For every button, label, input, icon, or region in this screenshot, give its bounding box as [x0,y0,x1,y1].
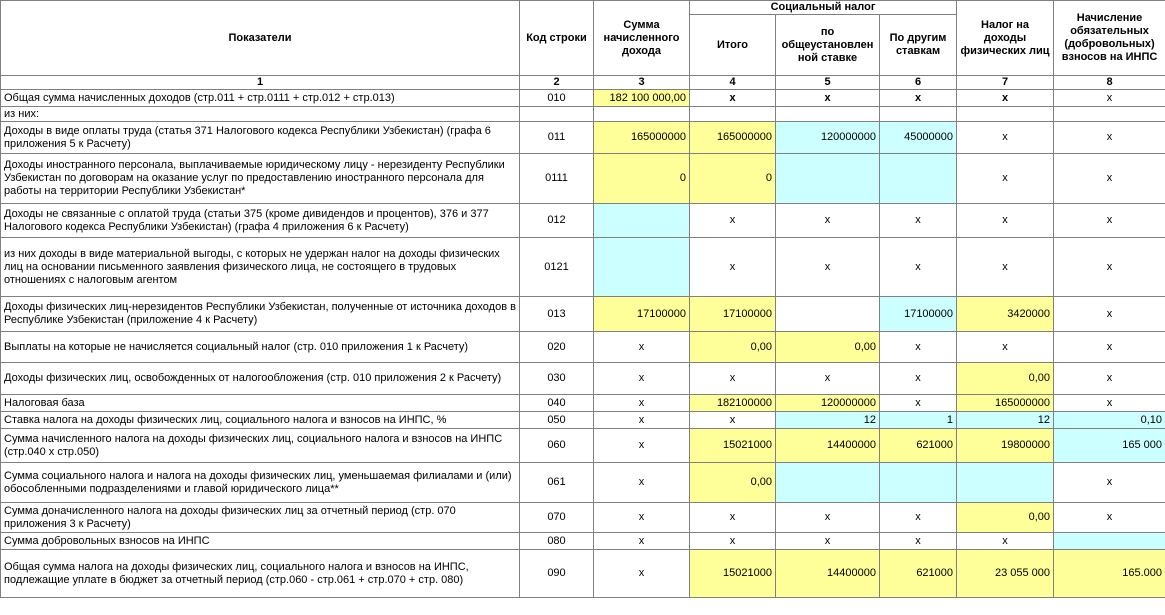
row-code: 020 [520,332,594,363]
cell-income: x [594,332,690,363]
row-code: 0111 [520,154,594,204]
cell-other-rates: x [880,238,957,297]
row-label: Доходы физических лиц-нерезидентов Республики Узбекистан, полученные от источника доходов в Республике Узбекистан (приложение 4 к Расчету) [1,297,520,332]
cell-income: 17100000 [594,297,690,332]
cell-income: x [594,363,690,395]
cell-pit: 12 [957,412,1054,429]
row-code: 080 [520,533,594,550]
cell-inps [1054,107,1165,122]
table-row [1,533,1165,550]
cell-pit: x [957,533,1054,550]
table-row [1,363,1165,395]
cell-inps: 0,10 [1054,412,1165,429]
row-code: 013 [520,297,594,332]
cell-income: x [594,533,690,550]
cell-general-rate: x [776,533,880,550]
table-row [1,550,1165,598]
header-indicators: Показатели [1,1,520,76]
table-row [1,238,1165,297]
col-number: 2 [520,76,594,90]
cell-total: 0,00 [690,332,776,363]
cell-pit: x [957,332,1054,363]
cell-general-rate: x [776,204,880,238]
cell-other-rates: 1 [880,412,957,429]
cell-pit: x [957,154,1054,204]
cell-total: x [690,90,776,107]
row-code: 010 [520,90,594,107]
table-row [1,204,1165,238]
cell-pit: 3420000 [957,297,1054,332]
cell-total: x [690,533,776,550]
cell-general-rate [776,154,880,204]
cell-total: x [690,503,776,533]
row-code: 0121 [520,238,594,297]
cell-inps: x [1054,503,1165,533]
cell-pit: 23 055 000 [957,550,1054,598]
cell-income: x [594,412,690,429]
table-row [1,154,1165,204]
header-line-code: Код строки [520,1,594,76]
row-label: Сумма начисленного налога на доходы физических лиц, социального налога и взносов на ИНПС (стр.040 х стр.050) [1,429,520,463]
table-row [1,107,1165,122]
cell-inps: x [1054,122,1165,154]
cell-inps: x [1054,395,1165,412]
header-inps: Начисление обязательных (добровольных) взносов на ИНПС [1054,1,1165,76]
cell-inps: x [1054,297,1165,332]
cell-other-rates: x [880,204,957,238]
row-label: Общая сумма начисленных доходов (стр.011 + стр.0111 + стр.012 + стр.013) [1,90,520,107]
row-code: 011 [520,122,594,154]
cell-inps: 165 000 [1054,429,1165,463]
col-number: 1 [1,76,520,90]
cell-inps: x [1054,363,1165,395]
row-label: Общая сумма налога на доходы физических лиц, социального налога и взносов на ИНПС, подлежащие уплате в бюджет за отчетный период (стр.060 - стр.061 + стр.070 + стр. 080) [1,550,520,598]
cell-income: 182 100 000,00 [594,90,690,107]
cell-general-rate: 12 [776,412,880,429]
cell-income [594,238,690,297]
row-code: 040 [520,395,594,412]
cell-other-rates: x [880,503,957,533]
cell-total: x [690,204,776,238]
cell-pit [957,463,1054,503]
row-label: Доходы не связанные с оплатой труда (статьи 375 (кроме дивидендов и процентов), 376 и 377 Налогового кодекса Республики Узбекистан) (графа 4 приложения 6 к Расчету) [1,204,520,238]
cell-general-rate [776,463,880,503]
row-code: 012 [520,204,594,238]
col-number: 5 [776,76,880,90]
table-row [1,297,1165,332]
cell-other-rates: 621000 [880,429,957,463]
cell-total: 15021000 [690,429,776,463]
row-code: 090 [520,550,594,598]
row-code: 061 [520,463,594,503]
cell-inps: x [1054,238,1165,297]
table-row [1,395,1165,412]
row-label: Налоговая база [1,395,520,412]
cell-general-rate: x [776,238,880,297]
cell-general-rate: 14400000 [776,429,880,463]
header-other-rates: По другим ставкам [880,15,957,76]
row-label: Ставка налога на доходы физических лиц, социального налога и взносов на ИНПС, % [1,412,520,429]
cell-other-rates [880,463,957,503]
cell-total: x [690,412,776,429]
cell-other-rates [880,107,957,122]
cell-total: x [690,363,776,395]
cell-other-rates: x [880,395,957,412]
row-label: Сумма добровольных взносов на ИНПС [1,533,520,550]
cell-inps [1054,533,1165,550]
row-code [520,107,594,122]
cell-general-rate: 120000000 [776,122,880,154]
cell-total: 182100000 [690,395,776,412]
cell-pit: x [957,238,1054,297]
table-row [1,463,1165,503]
row-label: Сумма социального налога и налога на доходы физических лиц, уменьшаемая филиалами и (или) обособленными подразделениями и главой юридического лица** [1,463,520,503]
cell-income: x [594,550,690,598]
table-row [1,122,1165,154]
header-income-sum: Сумма начисленного дохода [594,1,690,76]
row-label: Доходы в виде оплаты труда (статья 371 Налогового кодекса Республики Узбекистан) (графа 6 приложения 5 к Расчету) [1,122,520,154]
cell-pit: 0,00 [957,363,1054,395]
header-social-tax: Социальный налог [690,1,957,15]
cell-general-rate [776,107,880,122]
row-label: из них доходы в виде материальной выгоды, с которых не удержан налог на доходы физических лиц на основании письменного заявления физического лица, не состоящего в трудовых отношениях с налоговым агентом [1,238,520,297]
cell-pit: x [957,204,1054,238]
row-label: Выплаты на которые не начисляется социальный налог (стр. 010 приложения 1 к Расчету) [1,332,520,363]
cell-total: x [690,238,776,297]
cell-income: x [594,463,690,503]
cell-inps: x [1054,204,1165,238]
col-number: 6 [880,76,957,90]
row-label: Доходы иностранного персонала, выплачиваемые юридическому лицу - нерезиденту Республики Узбекистан по договорам на оказание услуг по предоставлению иностранного персонала для работы на территории Республики Узбекистан* [1,154,520,204]
cell-general-rate: x [776,503,880,533]
cell-other-rates: 45000000 [880,122,957,154]
cell-pit: 165000000 [957,395,1054,412]
cell-general-rate: x [776,90,880,107]
cell-total: 0 [690,154,776,204]
cell-total: 165000000 [690,122,776,154]
cell-income: x [594,503,690,533]
row-label: Доходы физических лиц, освобожденных от налогообложения (стр. 010 приложения 2 к Расчету) [1,363,520,395]
cell-income: 165000000 [594,122,690,154]
cell-total: 15021000 [690,550,776,598]
cell-general-rate: 120000000 [776,395,880,412]
row-code: 050 [520,412,594,429]
row-label: Сумма доначисленного налога на доходы физических лиц за отчетный период (стр. 070 приложения 3 к Расчету) [1,503,520,533]
cell-total: 0,00 [690,463,776,503]
table-row [1,412,1165,429]
cell-total [690,107,776,122]
cell-inps: x [1054,332,1165,363]
cell-income: 0 [594,154,690,204]
cell-pit: x [957,90,1054,107]
cell-other-rates [880,154,957,204]
cell-pit: x [957,122,1054,154]
cell-income: x [594,395,690,412]
row-label: из них: [1,107,520,122]
cell-other-rates: x [880,332,957,363]
cell-general-rate [776,297,880,332]
cell-pit: 19800000 [957,429,1054,463]
table-row [1,332,1165,363]
cell-general-rate: x [776,363,880,395]
row-code: 070 [520,503,594,533]
cell-income [594,204,690,238]
cell-general-rate: 0,00 [776,332,880,363]
cell-pit: 0,00 [957,503,1054,533]
cell-inps: x [1054,154,1165,204]
row-code: 060 [520,429,594,463]
header-general-rate: по общеустановлен ной ставке [776,15,880,76]
col-number: 4 [690,76,776,90]
cell-inps: x [1054,463,1165,503]
cell-general-rate: 14400000 [776,550,880,598]
cell-income [594,107,690,122]
cell-other-rates: 17100000 [880,297,957,332]
cell-inps: x [1054,90,1165,107]
table-row [1,90,1165,107]
cell-other-rates: 621000 [880,550,957,598]
cell-inps: 165.000 [1054,550,1165,598]
col-number: 3 [594,76,690,90]
cell-income: x [594,429,690,463]
cell-other-rates: x [880,90,957,107]
col-number: 7 [957,76,1054,90]
cell-other-rates: x [880,533,957,550]
table-row [1,503,1165,533]
cell-pit [957,107,1054,122]
row-code: 030 [520,363,594,395]
cell-total: 17100000 [690,297,776,332]
cell-other-rates: x [880,363,957,395]
header-pit: Налог на доходы физических лиц [957,1,1054,76]
table-row [1,429,1165,463]
header-total: Итого [690,15,776,76]
col-number: 8 [1054,76,1165,90]
